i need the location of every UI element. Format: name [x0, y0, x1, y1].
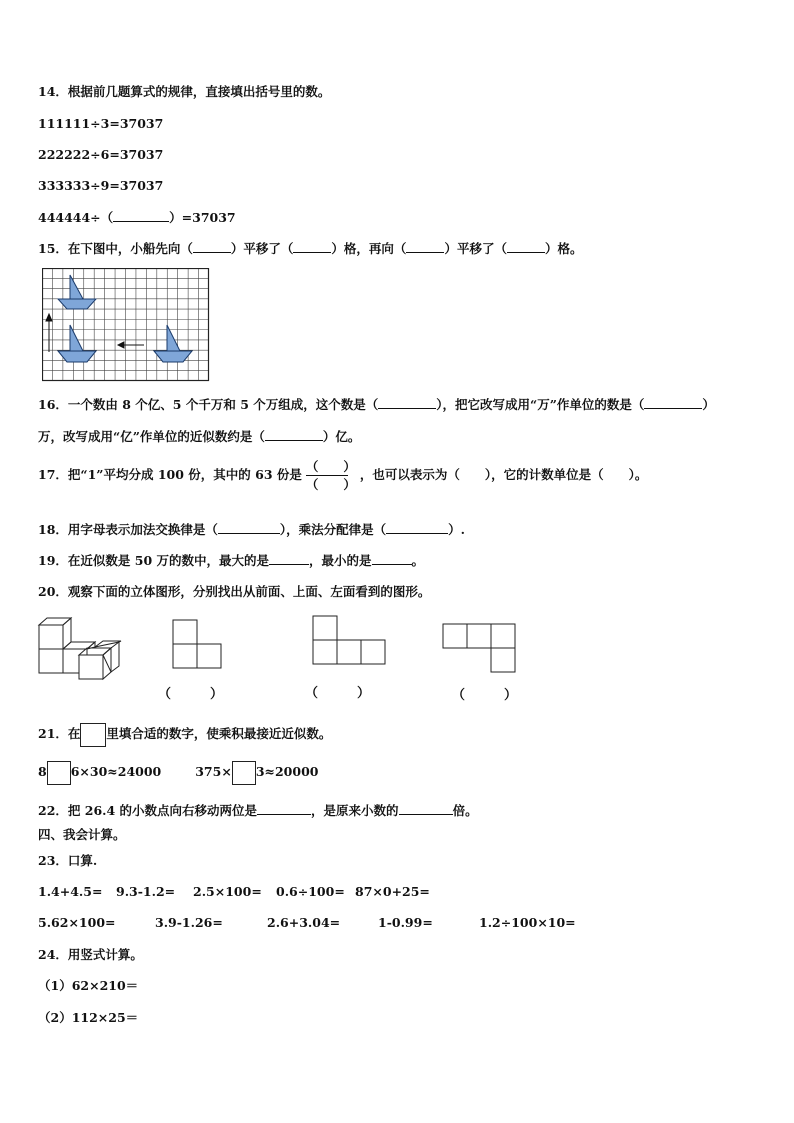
q21-eq2-a: 375× [195, 764, 232, 779]
view-3-answer[interactable]: （ ） [452, 688, 518, 703]
section-heading: 四、我会计算。 [38, 827, 126, 842]
q24-title: 24．用竖式计算。 [38, 947, 143, 962]
q23-r2-c3: 2.6+3.04= [267, 915, 341, 930]
q14-eq4 [38, 209, 236, 226]
q17-text-b: ，也可以表示为（ ），它的计数单位是（ ）。 [359, 467, 648, 482]
view-1-answer[interactable]: （ ） [158, 687, 224, 702]
q16-blank-3[interactable] [265, 428, 323, 441]
q23-r2-c5: 1.2÷100×10= [479, 915, 576, 930]
q24-problem-2: （2）112×25＝ [38, 1010, 139, 1025]
q23-title: 23．口算. [38, 853, 98, 868]
q21-eq1-b: 6×30≈24000 [70, 764, 162, 779]
q21-equations [38, 760, 318, 785]
q16-blank-1[interactable] [378, 396, 436, 409]
q16-text-e: ）亿。 [322, 429, 361, 444]
q14-eq1: 111111÷3=37037 [38, 116, 164, 131]
q15-blank-4[interactable] [507, 240, 545, 253]
q23-r2-c4: 1-0.99= [378, 915, 433, 930]
boat-start [154, 325, 192, 362]
view-shape-1 [172, 619, 224, 669]
view-shape-3 [442, 623, 520, 675]
q18-blank-2[interactable] [386, 521, 448, 534]
q21-text-b: 里填合适的数字，使乘积最接近近似数。 [106, 726, 332, 741]
fraction-denominator: （ ） [305, 477, 356, 492]
q14-eq3: 333333÷9=37037 [38, 178, 164, 193]
q23-r2-c2: 3.9-1.26= [155, 915, 223, 930]
q21-example-box [80, 723, 106, 747]
q14-answer-blank[interactable] [113, 209, 169, 222]
q18-question [38, 521, 465, 538]
q15-text-a: 15．在下图中，小船先向（ [38, 241, 193, 256]
q15-blank-3[interactable] [406, 240, 444, 253]
q22-blank-1[interactable] [257, 802, 311, 815]
q15-blank-1[interactable] [193, 240, 231, 253]
q19-blank-2[interactable] [372, 552, 412, 565]
q16-line1 [38, 396, 715, 413]
q22-text-b: ，是原来小数的 [311, 803, 399, 818]
q17-fraction[interactable] [306, 459, 356, 492]
q14-eq4-post: ）=37037 [169, 210, 236, 225]
arrow-left-icon [118, 342, 144, 348]
boat-moved-left [58, 325, 96, 362]
q16-text-b: ），把它改写成用“万”作单位的数是（ [436, 397, 645, 412]
q19-text-b: ，最小的是 [309, 553, 372, 568]
q19-question [38, 552, 424, 569]
q14-eq2: 222222÷6=37037 [38, 147, 164, 162]
q19-text-a: 19．在近似数是 50 万的数中，最大的是 [38, 553, 269, 568]
q18-text-a: 18．用字母表示加法交换律是（ [38, 522, 218, 537]
q24-problem-1: （1）62×210＝ [38, 978, 139, 993]
q15-text-c: ）格，再向（ [331, 241, 407, 256]
q15-text-d: ）平移了（ [444, 241, 507, 256]
q19-blank-1[interactable] [269, 552, 309, 565]
q15-text-e: ）格。 [544, 241, 583, 256]
q23-r1-c4: 0.6÷100= [276, 884, 345, 899]
q22-text-a: 22．把 26.4 的小数点向右移动两位是 [38, 803, 258, 818]
q14-title: 14．根据前几题算式的规律，直接填出括号里的数。 [38, 84, 331, 99]
fraction-numerator: （ ） [305, 459, 356, 474]
q18-text-c: ）. [448, 522, 466, 537]
q22-question [38, 802, 478, 819]
q21-eq1-a: 8 [38, 764, 47, 779]
q15-text-b: ）平移了（ [230, 241, 294, 256]
fraction-bar [306, 475, 348, 476]
q16-text-d: 万，改写成用“亿”作单位的近似数约是（ [38, 429, 265, 444]
q15-question [38, 240, 582, 257]
q23-r1-c2: 9.3-1.2= [116, 884, 176, 899]
q16-text-a: 16．一个数由 8 个亿、5 个千万和 5 个万组成，这个数是（ [38, 397, 379, 412]
q23-r2-c1: 5.62×100= [38, 915, 116, 930]
q23-r1-c3: 2.5×100= [193, 884, 262, 899]
q16-text-c: ） [702, 397, 715, 412]
q16-blank-2[interactable] [644, 396, 702, 409]
q22-blank-2[interactable] [399, 802, 453, 815]
arrow-up-icon [46, 314, 52, 352]
q21-text-a: 21．在 [38, 726, 81, 741]
q18-text-b: ），乘法分配律是（ [279, 522, 387, 537]
view-shape-2 [312, 615, 388, 667]
q21-digit-box-1[interactable] [47, 761, 71, 785]
q15-blank-2[interactable] [293, 240, 331, 253]
q14-eq4-pre: 444444÷（ [38, 210, 114, 225]
q18-blank-1[interactable] [218, 521, 280, 534]
q17-question [38, 458, 647, 492]
view-2-answer[interactable]: （ ） [305, 686, 371, 701]
q20-title: 20．观察下面的立体图形，分别找出从前面、上面、左面看到的图形。 [38, 584, 431, 599]
q16-line2 [38, 428, 360, 445]
q22-text-c: 倍。 [452, 803, 478, 818]
q21-digit-box-2[interactable] [232, 761, 256, 785]
q21-eq2-b: 3≈20000 [255, 764, 319, 779]
q23-r1-c1: 1.4+4.5= [38, 884, 103, 899]
boat-original [58, 275, 96, 309]
q21-question [38, 722, 331, 747]
q23-r1-c5: 87×0+25= [355, 884, 430, 899]
q17-text-a: 17．把“1”平均分成 100 份，其中的 63 份是 [38, 467, 302, 482]
q19-text-c: 。 [411, 553, 425, 568]
cube-solid-figure [36, 617, 126, 685]
boat-grid-figure [42, 268, 210, 382]
